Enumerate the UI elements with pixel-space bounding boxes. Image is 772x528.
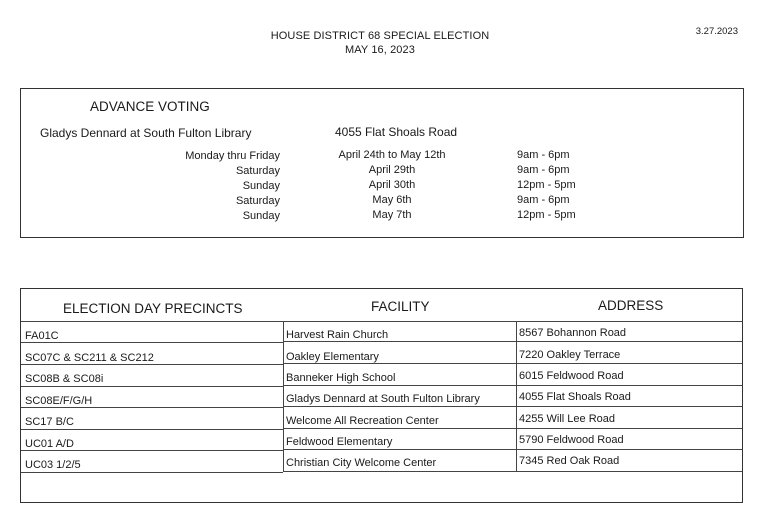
column-divider [516,321,517,471]
row-divider [21,386,283,387]
precinct-cell: SC17 B/C [25,416,74,428]
schedule-hour: 12pm - 5pm [517,179,576,191]
facility-cell: Welcome All Recreation Center [286,415,439,427]
row-divider [283,428,742,429]
facility-cell: Harvest Rain Church [286,329,389,341]
document-title: HOUSE DISTRICT 68 SPECIAL ELECTION [270,30,490,42]
schedule-day: Saturday [235,165,280,177]
precinct-cell: FA01C [25,330,59,342]
header-divider [21,321,742,322]
schedule-hour: 9am - 6pm [517,194,570,206]
address-cell: 7220 Oakley Terrace [519,349,621,361]
schedule-date: April 30th [368,179,416,191]
address-cell: 7345 Red Oak Road [519,455,620,467]
address-cell: 8567 Bohannon Road [519,327,627,339]
row-divider [283,449,742,450]
facility-cell: Oakley Elementary [286,351,379,363]
schedule-date: May 7th [372,209,412,221]
facility-cell: Gladys Dennard at South Fulton Library [286,393,480,405]
revision-date: 3.27.2023 [695,26,738,37]
schedule-date: May 6th [372,194,412,206]
row-divider [21,450,283,451]
row-divider [283,363,742,364]
advance-voting-location: Gladys Dennard at South Fulton Library [40,126,252,140]
address-cell: 5790 Feldwood Road [519,434,624,446]
schedule-date: April 29th [368,164,416,176]
precinct-cell: SC08B & SC08i [25,373,104,385]
row-divider [21,472,283,473]
facility-cell: Feldwood Elementary [286,436,393,448]
facility-cell: Christian City Welcome Center [286,457,437,469]
column-header-facility: FACILITY [371,299,430,314]
column-header-address: ADDRESS [598,298,664,313]
schedule-date: April 24th to May 12th [338,149,446,161]
row-divider [21,407,283,408]
row-divider [283,406,742,407]
row-divider [21,364,283,365]
column-header-precincts: ELECTION DAY PRECINCTS [63,301,243,316]
advance-voting-title: ADVANCE VOTING [90,99,210,114]
schedule-days [130,149,280,224]
address-cell: 4255 Will Lee Road [519,413,616,425]
address-cell: 4055 Flat Shoals Road [519,391,631,403]
schedule-day: Sunday [242,180,280,192]
column-divider [283,321,284,471]
advance-voting-address: 4055 Flat Shoals Road [335,125,458,139]
schedule-day: Monday thru Friday [185,150,280,162]
schedule-hours [517,148,576,223]
row-divider [21,342,283,343]
precinct-cell: SC07C & SC211 & SC212 [25,352,154,364]
row-divider [283,471,742,472]
precinct-cell: UC01 A/D [25,438,74,450]
address-cell: 6015 Feldwood Road [519,370,624,382]
facility-cell: Banneker High School [286,372,396,384]
row-divider [283,385,742,386]
schedule-day: Sunday [242,210,280,222]
election-date: MAY 16, 2023 [345,44,415,56]
schedule-hour: 9am - 6pm [517,149,570,161]
schedule-day: Saturday [235,195,280,207]
row-divider [21,429,283,430]
precinct-cell: UC03 1/2/5 [25,459,81,471]
schedule-hour: 9am - 6pm [517,164,570,176]
precinct-cell: SC08E/F/G/H [25,395,93,407]
schedule-hour: 12pm - 5pm [517,209,576,221]
schedule-dates [322,148,462,223]
precincts-table [20,288,743,503]
row-divider [283,341,742,342]
